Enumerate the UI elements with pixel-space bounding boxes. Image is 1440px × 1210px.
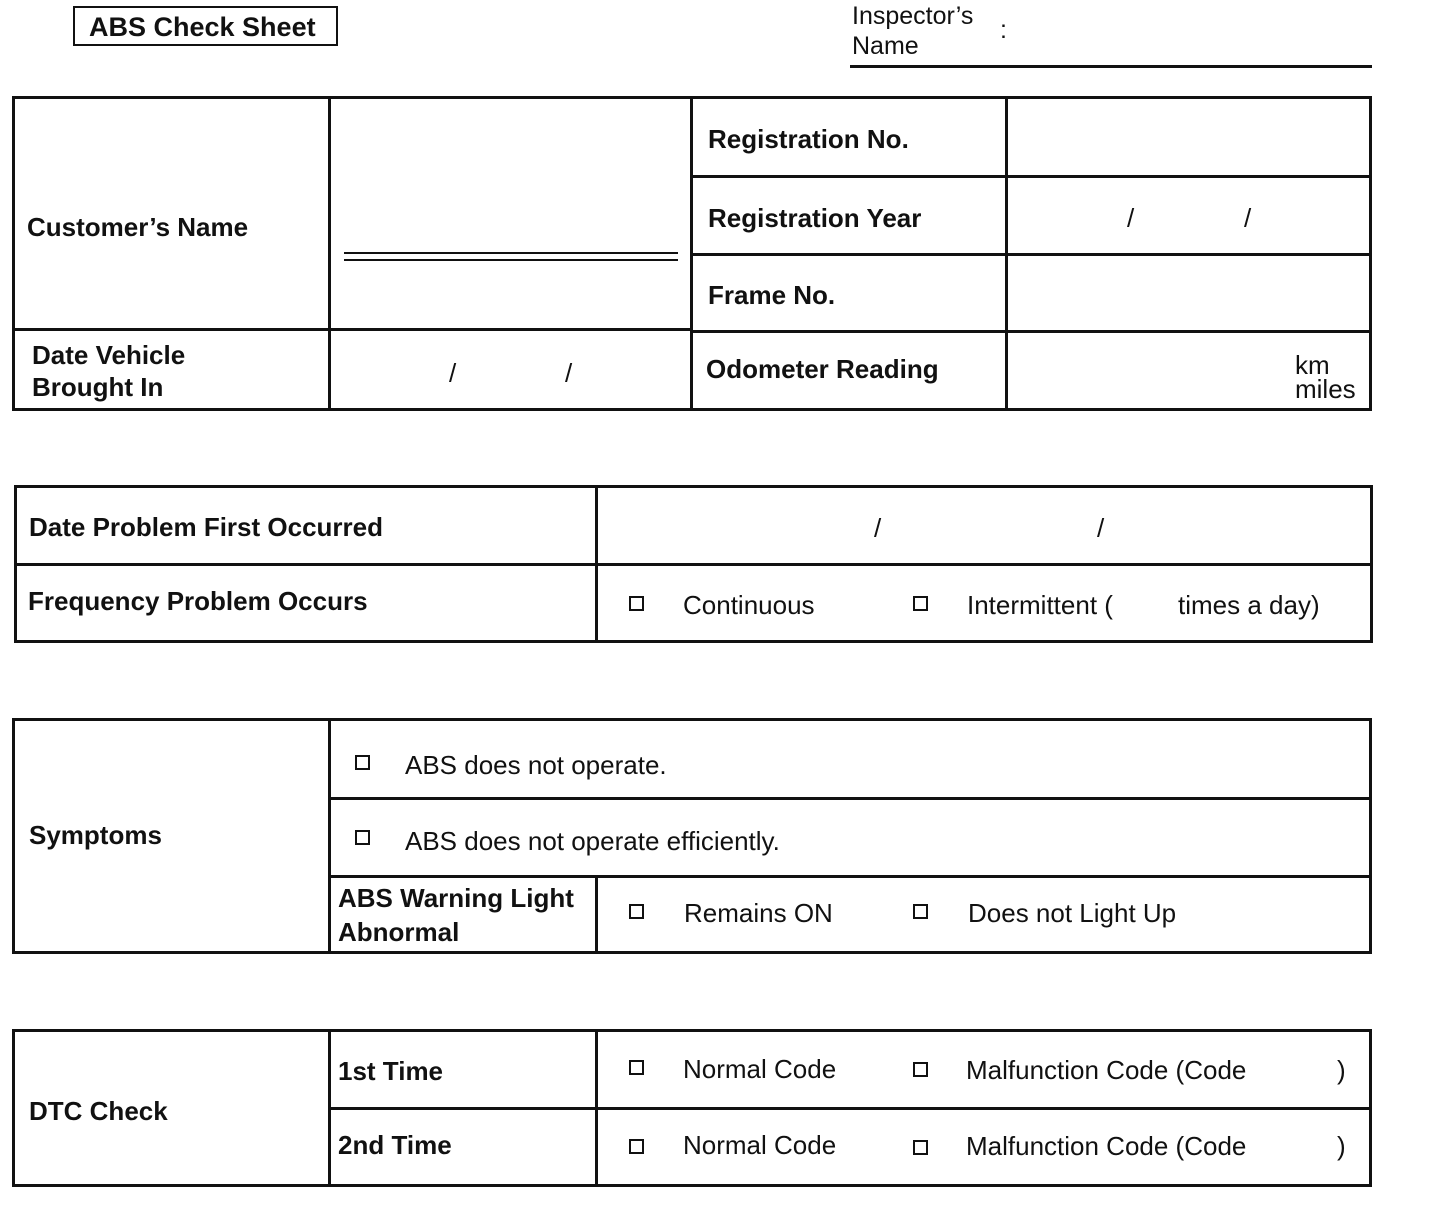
first-malfunction-checkbox[interactable] — [913, 1062, 928, 1077]
continuous-checkbox[interactable] — [629, 596, 644, 611]
intermittent-label: Intermittent ( — [967, 590, 1113, 620]
inspector-label-line1: Inspector’s — [852, 2, 974, 30]
abs-not-operate-checkbox[interactable] — [355, 755, 370, 770]
page-title: ABS Check Sheet — [89, 12, 316, 42]
unit-miles: miles — [1295, 374, 1356, 404]
first-occurred-label: Date Problem First Occurred — [29, 512, 383, 542]
does-not-light-label: Does not Light Up — [968, 898, 1177, 928]
odometer-label: Odometer Reading — [706, 354, 939, 384]
abs-not-efficient-checkbox[interactable] — [355, 830, 370, 845]
warning-light-label-line2: Abnormal — [338, 917, 460, 947]
continuous-label: Continuous — [683, 590, 815, 620]
date-brought-in-sep-2: / — [565, 358, 573, 388]
second-malfunction-checkbox[interactable] — [913, 1140, 928, 1155]
times-a-day-label: times a day) — [1178, 590, 1320, 620]
first-normal-label: Normal Code — [683, 1054, 837, 1084]
date-brought-in-label-line1: Date Vehicle — [32, 340, 186, 370]
first-occurred-sep-1: / — [874, 513, 882, 543]
intermittent-checkbox[interactable] — [913, 596, 928, 611]
warning-light-label-line1: ABS Warning Light — [338, 883, 574, 913]
first-time-label: 1st Time — [338, 1056, 444, 1086]
inspector-colon: : — [1000, 16, 1007, 44]
customer-name-label: Customer’s Name — [27, 212, 249, 242]
abs-not-operate-label: ABS does not operate. — [405, 750, 667, 780]
second-close-paren: ) — [1337, 1131, 1346, 1161]
date-brought-in-sep-1: / — [449, 358, 457, 388]
abs-not-efficient-label: ABS does not operate efficiently. — [405, 826, 780, 856]
first-malfunction-label: Malfunction Code (Code — [966, 1055, 1247, 1085]
remains-on-label: Remains ON — [684, 898, 833, 928]
second-normal-label: Normal Code — [683, 1130, 837, 1160]
registration-year-sep-1: / — [1127, 203, 1135, 233]
inspector-name-field[interactable] — [850, 65, 1372, 68]
title-box — [73, 6, 338, 46]
frame-no-label: Frame No. — [708, 280, 836, 310]
unit-km: km — [1295, 350, 1330, 380]
first-normal-checkbox[interactable] — [629, 1060, 644, 1075]
does-not-light-checkbox[interactable] — [913, 904, 928, 919]
registration-no-label: Registration No. — [708, 124, 909, 154]
second-malfunction-label: Malfunction Code (Code — [966, 1131, 1247, 1161]
inspector-label-line2: Name — [852, 32, 919, 60]
registration-year-sep-2: / — [1244, 203, 1252, 233]
second-normal-checkbox[interactable] — [629, 1139, 644, 1154]
registration-year-label: Registration Year — [708, 203, 922, 233]
first-close-paren: ) — [1337, 1055, 1346, 1085]
second-time-label: 2nd Time — [338, 1130, 452, 1160]
remains-on-checkbox[interactable] — [629, 904, 644, 919]
dtc-label: DTC Check — [29, 1096, 168, 1126]
frequency-label: Frequency Problem Occurs — [28, 586, 368, 616]
date-brought-in-label-line2: Brought In — [32, 372, 164, 402]
symptoms-label: Symptoms — [29, 820, 162, 850]
customer-name-field[interactable] — [344, 252, 678, 254]
first-occurred-sep-2: / — [1097, 513, 1105, 543]
